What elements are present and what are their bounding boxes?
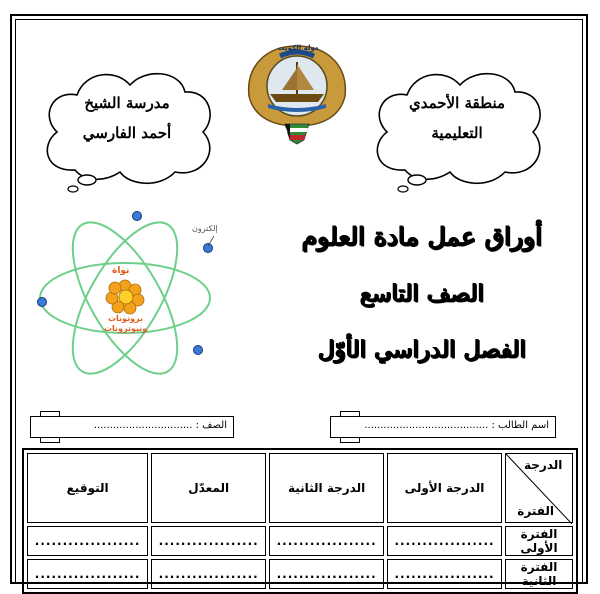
particles-label-2: ونيوترونات bbox=[104, 324, 148, 333]
student-name-field[interactable]: اسم الطالب : ....................................... bbox=[330, 416, 556, 438]
electron-label: إلكترون bbox=[192, 224, 218, 233]
electron-icon bbox=[133, 212, 142, 221]
kuwait-emblem-icon bbox=[240, 38, 355, 148]
corner-cell bbox=[505, 453, 573, 523]
nucleus-label: نواة bbox=[112, 266, 130, 276]
cell-average[interactable]: .................. bbox=[151, 526, 266, 556]
table-header-row bbox=[27, 453, 573, 523]
particles-label-1: بروتونات bbox=[108, 314, 144, 323]
school-name-line1: مدرسة الشيخ bbox=[84, 94, 170, 112]
header-first-grade: الدرجة الأولى bbox=[387, 453, 502, 523]
grades-table bbox=[22, 448, 578, 594]
atom-diagram bbox=[30, 210, 220, 390]
cell-average[interactable]: .................. bbox=[151, 559, 266, 589]
left-cloud-text bbox=[42, 88, 212, 148]
district-name-line1: منطقة الأحمدي bbox=[409, 94, 505, 112]
cell-signature[interactable]: ................... bbox=[27, 526, 148, 556]
cell-first-grade[interactable]: .................. bbox=[387, 559, 502, 589]
emblem-caption: دولة الكويت bbox=[277, 44, 319, 52]
cell-signature[interactable]: ................... bbox=[27, 559, 148, 589]
corner-top-label: الدرجة bbox=[524, 458, 563, 472]
cell-first-grade[interactable]: .................. bbox=[387, 526, 502, 556]
school-name-line2: أحمد الفارسي bbox=[82, 124, 172, 142]
cell-second-grade[interactable]: .................. bbox=[269, 526, 384, 556]
table-row bbox=[27, 559, 573, 589]
electron-icon bbox=[38, 298, 47, 307]
electron-icon bbox=[194, 346, 203, 355]
term-title: الفصل الدراسي الأوّل bbox=[317, 336, 527, 363]
row-label-first-term: الفترة الأولى bbox=[505, 526, 573, 556]
right-cloud-text bbox=[372, 88, 542, 148]
corner-bottom-label: الفترة bbox=[517, 504, 554, 518]
main-title: أوراق عمل مادة العلوم bbox=[301, 222, 543, 251]
header-average: المعدّل bbox=[151, 453, 266, 523]
cell-second-grade[interactable]: .................. bbox=[269, 559, 384, 589]
class-field[interactable]: الصف : ............................... bbox=[30, 416, 234, 438]
electron-icon bbox=[204, 244, 213, 253]
grade-title: الصف التاسع bbox=[359, 280, 485, 307]
header-second-grade: الدرجة الثانية bbox=[269, 453, 384, 523]
district-name-line2: التعليمية bbox=[431, 124, 483, 142]
row-label-second-term: الفترة الثانية bbox=[505, 559, 573, 589]
header-signature: التوقيع bbox=[27, 453, 148, 523]
table-row bbox=[27, 526, 573, 556]
nucleus bbox=[106, 280, 144, 314]
